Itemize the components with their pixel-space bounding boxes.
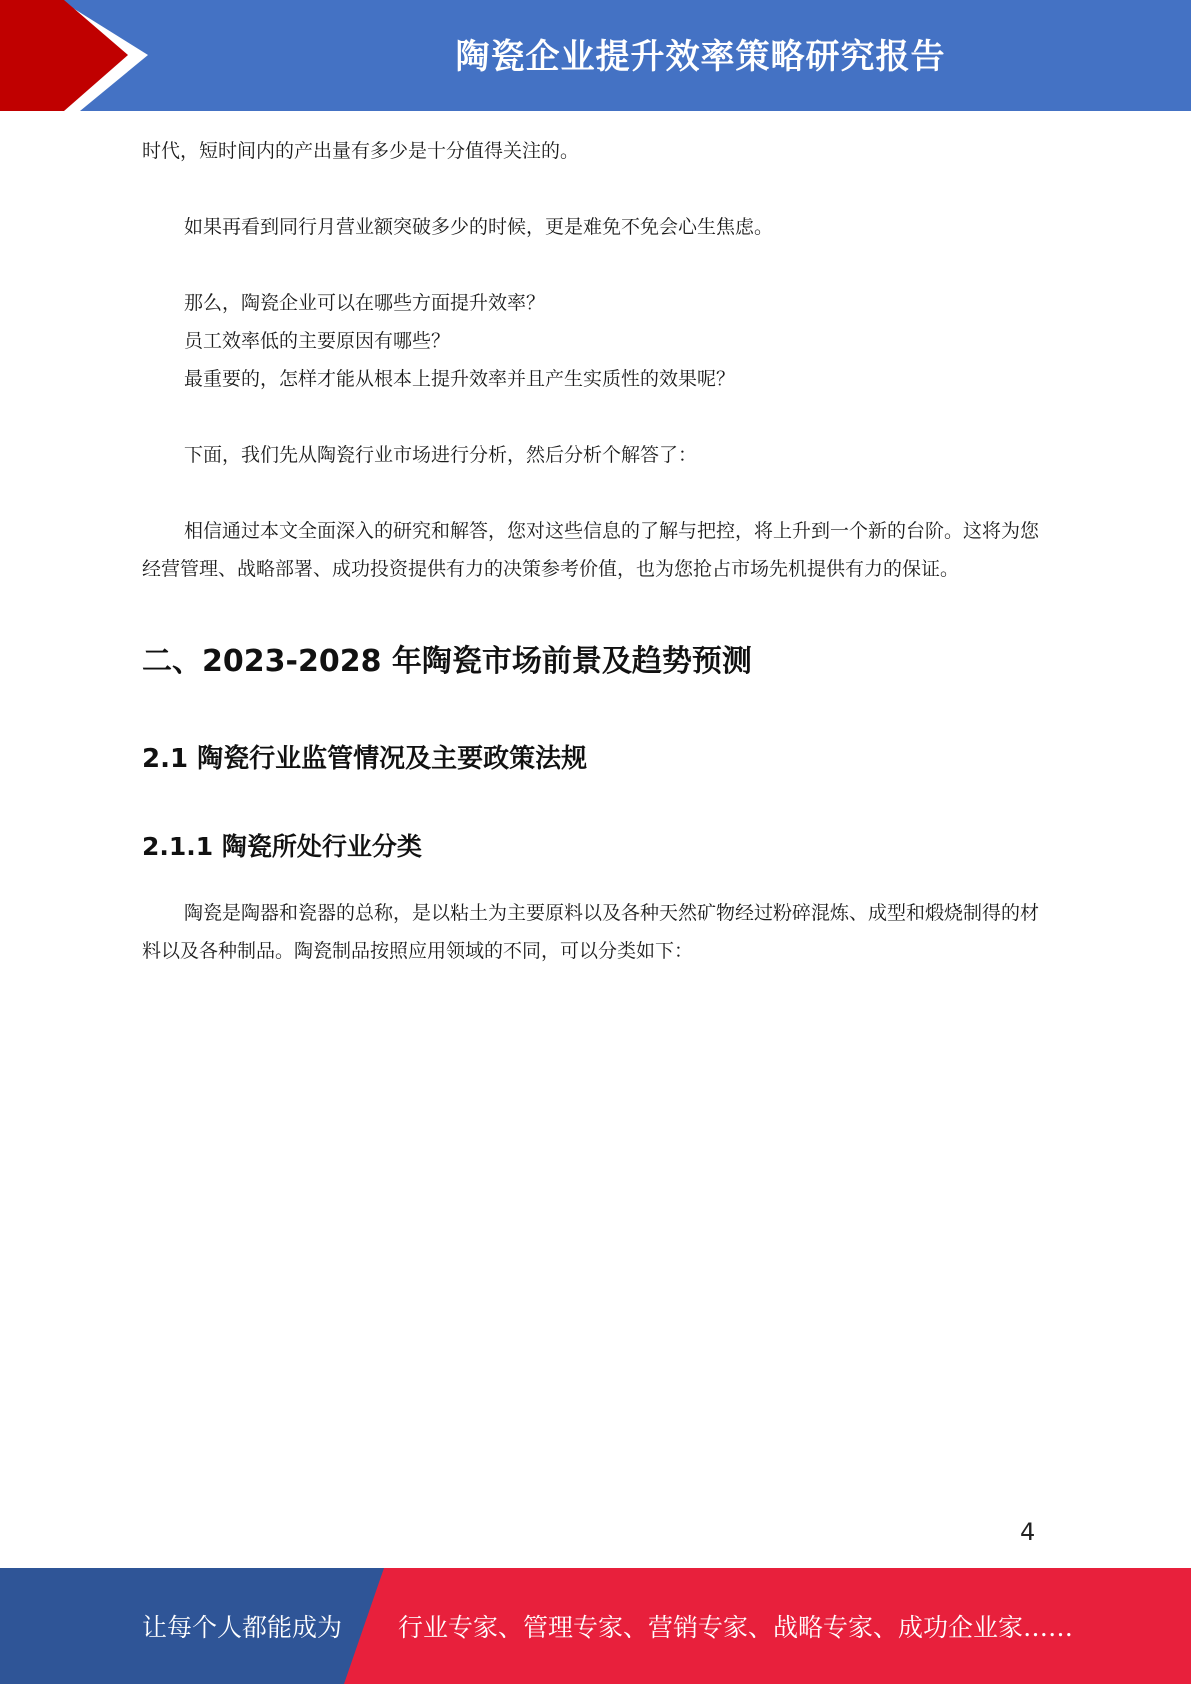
report-title: 陶瓷企业提升效率策略研究报告 (455, 36, 946, 77)
document-body (142, 132, 1052, 970)
footer-slogan-right: 行业专家、管理专家、营销专家、战略专家、成功企业家…… (398, 1613, 1074, 1642)
paragraph: 陶瓷是陶器和瓷器的总称，是以粘土为主要原料以及各种天然矿物经过粉碎混炼、成型和煅烧制得的材料以及各种制品。陶瓷制品按照应用领域的不同，可以分类如下： (142, 902, 1040, 962)
paragraph: 相信通过本文全面深入的研究和解答，您对这些信息的了解与把控，将上升到一个新的台阶。这将为您经营管理、战略部署、成功投资提供有力的决策参考价值，也为您抢占市场先机提供有力的保证。 (142, 520, 1040, 580)
question-line: 那么，陶瓷企业可以在哪些方面提升效率？ (184, 292, 546, 314)
paragraph: 如果再看到同行月营业额突破多少的时候，更是难免不免会心生焦虑。 (184, 216, 774, 238)
question-line: 员工效率低的主要原因有哪些？ (184, 330, 451, 352)
paragraph: 下面，我们先从陶瓷行业市场进行分析，然后分析个解答了： (184, 444, 698, 466)
paragraph: 时代，短时间内的产出量有多少是十分值得关注的。 (142, 140, 580, 162)
footer-slogan-left: 让每个人都能成为 (142, 1613, 343, 1642)
page-header (0, 0, 1191, 111)
subsection-heading: 2.1 陶瓷行业监管情况及主要政策法规 (142, 744, 588, 774)
section-heading: 二、2023-2028 年陶瓷市场前景及趋势预测 (142, 644, 752, 679)
page-number: 4 (1020, 1518, 1036, 1546)
question-line: 最重要的，怎样才能从根本上提升效率并且产生实质性的效果呢？ (184, 368, 736, 390)
subsubsection-heading: 2.1.1 陶瓷所处行业分类 (142, 832, 422, 861)
page-footer (0, 1568, 1191, 1684)
